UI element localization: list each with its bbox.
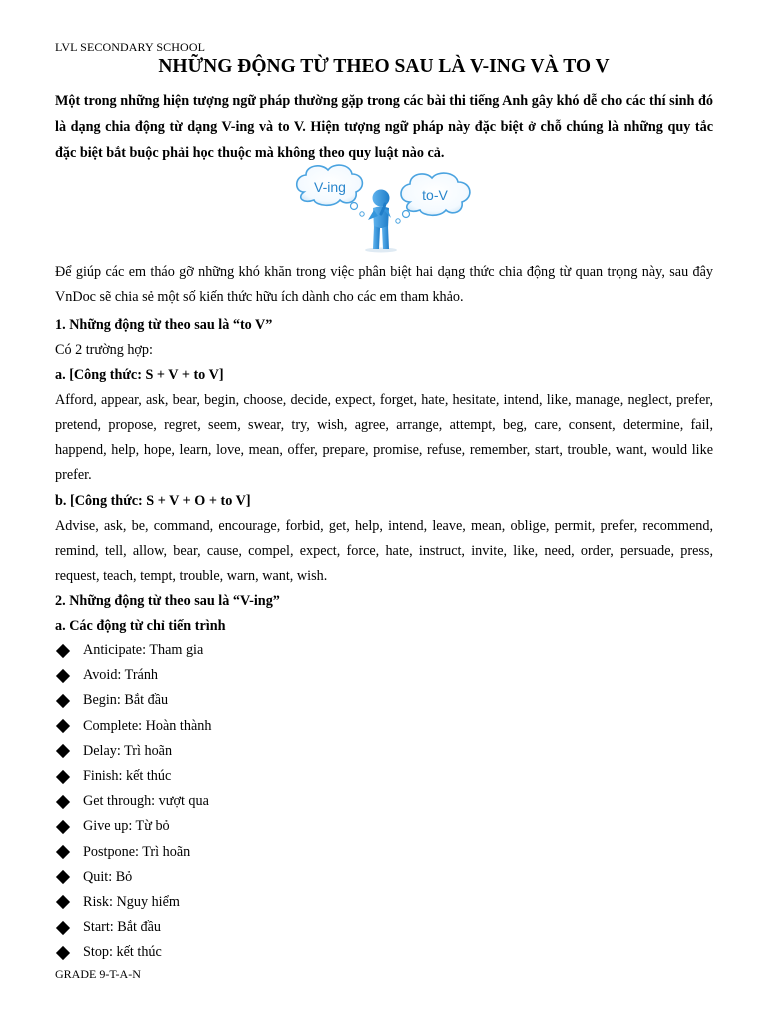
diamond-bullet-icon (56, 946, 70, 960)
verb-bullet-list (55, 638, 655, 965)
section1b-heading: b. [Công thức: S + V + O + to V] (55, 493, 251, 509)
list-item: Finish: kết thúc (55, 764, 655, 789)
paragraph-1: Để giúp các em tháo gỡ những khó khăn trong việc phân biệt hai dạng thức chia động từ quan trọng này, sau đây VnDoc sẽ chia sẻ một số kiến thức hữu ích dành cho các em tham khảo. (55, 264, 713, 305)
diamond-bullet-icon (56, 820, 70, 834)
intro-paragraph: Một trong những hiện tượng ngữ pháp thường gặp trong các bài thi tiếng Anh gây khó dễ cho các thí sinh đó là dạng chia động từ dạng V-ing và to V. Hiện tượng ngữ pháp này đặc biệt ở chỗ chúng là những quy tắc đặc biệt bắt buộc phải học thuộc mà không theo quy luật nào cả. (55, 93, 713, 161)
page-title: NHỮNG ĐỘNG TỪ THEO SAU LÀ V-ING VÀ TO V (158, 56, 610, 77)
list-item: Give up: Từ bỏ (55, 814, 655, 839)
list-item: Delay: Trì hoãn (55, 739, 655, 764)
to-v-bubble-label: to-V (422, 187, 448, 203)
diamond-bullet-icon (56, 669, 70, 683)
thinking-person-icon (365, 190, 397, 253)
section1a-verb-list: Afford, appear, ask, bear, begin, choose, decide, expect, forget, hate, hesitate, intend, like, manage, neglect, prefer, pretend, propose, regret, seem, swear, try, wish, agree, arrange, attempt, beg, care, consent, determine, fail, happend, help, hope, learn, love, mean, offer, prepare, promise, refuse, remember, start, trouble, want, would like prefer. (55, 392, 713, 483)
section1-cases: Có 2 trường hợp: (55, 342, 153, 358)
grade-footer: GRADE 9-T-A-N (55, 967, 141, 981)
list-item: Risk: Nguy hiểm (55, 890, 655, 915)
section2-heading: 2. Những động từ theo sau là “V-ing” (55, 593, 280, 609)
section1-heading: 1. Những động từ theo sau là “to V” (55, 317, 273, 333)
school-header: LVL SECONDARY SCHOOL (55, 40, 206, 54)
thinking-figure-illustration (292, 162, 478, 254)
diamond-bullet-icon (56, 744, 70, 758)
list-item: Get through: vượt qua (55, 789, 655, 814)
section1a-heading: a. [Công thức: S + V + to V] (55, 367, 224, 383)
section2a-heading: a. Các động từ chỉ tiến trình (55, 618, 226, 634)
section1b-verb-list: Advise, ask, be, command, encourage, forbid, get, help, intend, leave, mean, oblige, permit, prefer, recommend, remind, tell, allow, bear, cause, compel, expect, force, hate, instruct, invite, like, need, order, persuade, press, request, teach, tempt, trouble, warn, want, wish. (55, 518, 713, 584)
diamond-bullet-icon (56, 644, 70, 658)
diamond-bullet-icon (56, 719, 70, 733)
diamond-bullet-icon (56, 895, 70, 909)
list-item: Stop: kết thúc (55, 940, 655, 965)
diamond-bullet-icon (56, 769, 70, 783)
diamond-bullet-icon (56, 870, 70, 884)
v-ing-bubble-label: V-ing (314, 179, 346, 195)
diamond-bullet-icon (56, 795, 70, 809)
list-item: Anticipate: Tham gia (55, 638, 655, 663)
diamond-bullet-icon (56, 921, 70, 935)
list-item: Quit: Bỏ (55, 865, 655, 890)
list-item: Start: Bắt đầu (55, 915, 655, 940)
diamond-bullet-icon (56, 694, 70, 708)
list-item: Begin: Bắt đầu (55, 688, 655, 713)
list-item: Postpone: Trì hoãn (55, 840, 655, 865)
list-item: Complete: Hoàn thành (55, 714, 655, 739)
diamond-bullet-icon (56, 845, 70, 859)
list-item: Avoid: Tránh (55, 663, 655, 688)
